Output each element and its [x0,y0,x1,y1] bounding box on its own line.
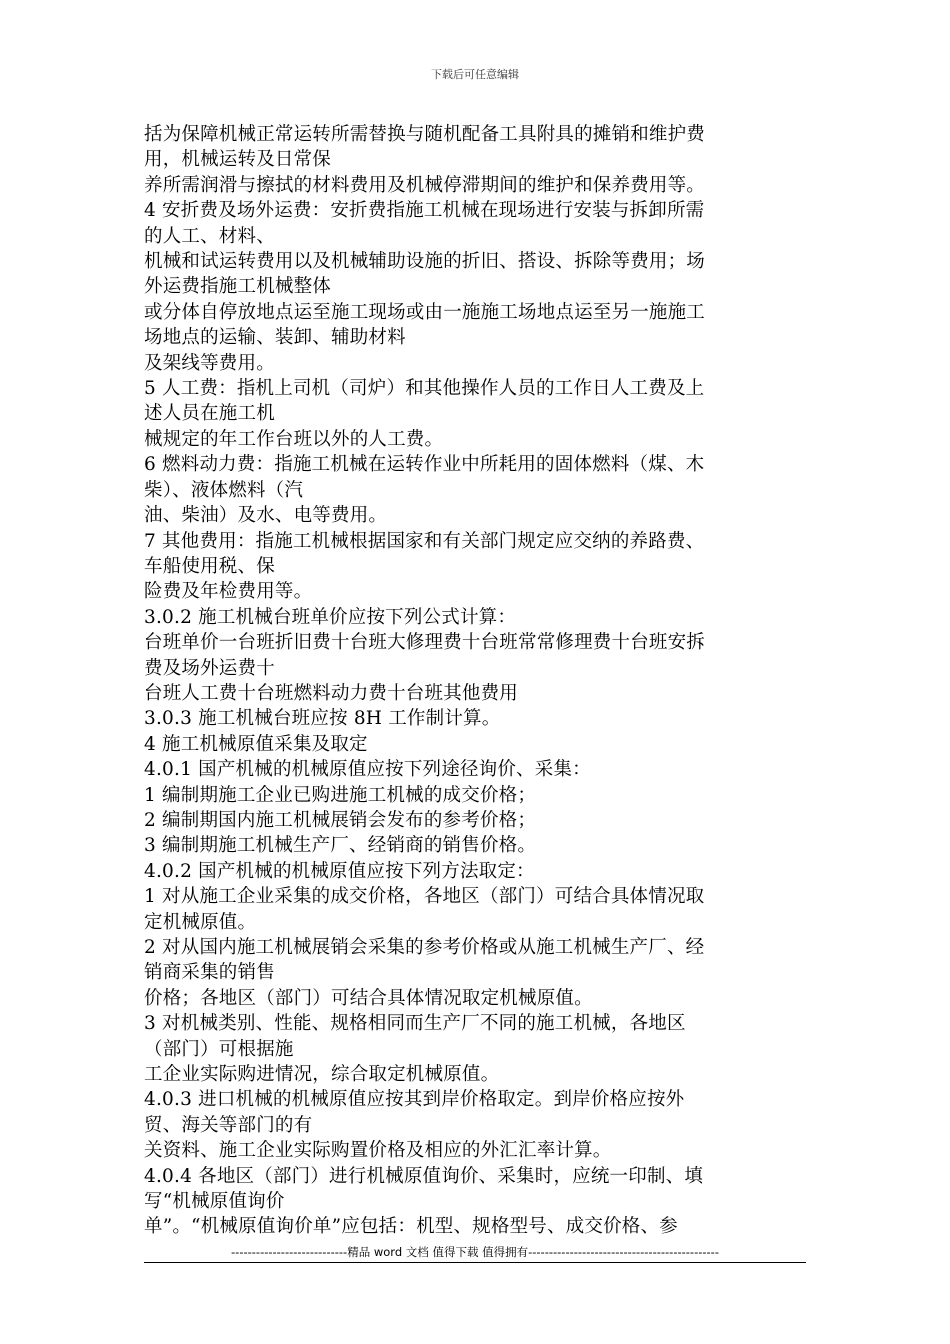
text-line: 2 对从国内施工机械展销会采集的参考价格或从施工机械生产厂、经 [144,937,705,958]
text-line: 1 编制期施工企业已购进施工机械的成交价格； [144,784,537,806]
text-line: 7 其他费用：指施工机械根据国家和有关部门规定应交纳的养路费、 [144,530,705,552]
text-line: 养所需润滑与擦拭的材料费用及机械停滞期间的维护和保养费用等。 [144,174,706,196]
text-line: 机械和试运转费用以及机械辅助设施的折旧、搭设、拆除等费用；场 [144,251,706,273]
document-body [144,122,804,1240]
page-header: 下载后可任意编辑 [431,68,519,81]
text-line: 括为保障机械正常运转所需替换与随机配备工具附具的摊销和维护费 [144,124,706,145]
text-line: 4.0.2 国产机械的机械原值应按下列方法取定： [144,860,535,882]
text-line: 6 燃料动力费：指施工机械在运转作业中所耗用的固体燃料（煤、木 [144,454,705,476]
text-line: 柴）、液体燃料（汽 [144,479,304,501]
text-line: 5 人工费：指机上司机（司炉）和其他操作人员的工作日人工费及上 [144,378,705,400]
text-line: 价格；各地区（部门）可结合具体情况取定机械原值。 [144,987,593,1009]
text-line: 外运费指施工机械整体 [144,276,332,298]
text-line: 或分体自停放地点运至施工现场或由一施施工场地点运至另一施施工 [144,301,706,323]
text-line: 费及场外运费十 [144,657,275,679]
text-line: 写“机械原值询价 [144,1191,285,1213]
text-line: 关资料、施工企业实际购置价格及相应的外汇汇率计算。 [144,1140,612,1162]
text-line: 4.0.4 各地区（部门）进行机械原值询价、采集时，应统一印制、填 [144,1165,704,1187]
text-line: 定机械原值。 [144,911,257,933]
text-line: 述人员在施工机 [144,403,275,425]
text-line: 险费及年检费用等。 [144,581,313,603]
text-line: 台班人工费十台班燃料动力费十台班其他费用 [144,682,519,704]
text-line: 3 对机械类别、性能、规格相同而生产厂不同的施工机械，各地区 [144,1013,686,1035]
text-line: 贸、海关等部门的有 [144,1114,313,1136]
text-line: 及架线等费用。 [144,352,275,374]
text-line: 用，机械运转及日常保 [144,149,332,171]
text-line: 工企业实际购进情况，综合取定机械原值。 [144,1064,500,1086]
section-heading: 4 施工机械原值采集及取定 [144,733,368,755]
text-line: 1 对从施工企业采集的成交价格，各地区（部门）可结合具体情况取 [144,886,705,908]
text-line: 4.0.3 进口机械的机械原值应按其到岸价格取定。到岸价格应按外 [144,1089,685,1111]
text-line: （部门）可根据施 [144,1038,294,1060]
text-line: 油、柴油）及水、电等费用。 [144,505,388,527]
text-line: 3.0.3 施工机械台班应按 8H 工作制计算。 [144,708,501,730]
text-line: 的人工、材料、 [144,225,275,247]
text-line: 台班单价一台班折旧费十台班大修理费十台班常常修理费十台班安拆 [144,632,706,654]
text-line: 4 安折费及场外运费：安折费指施工机械在现场进行安装与拆卸所需 [144,200,705,222]
text-line: 车船使用税、保 [144,555,275,577]
text-line: 械规定的年工作台班以外的人工费。 [144,428,444,450]
text-line: 场地点的运输、装卸、辅助材料 [144,327,406,349]
page-footer: ----------------------------精品 word 文档 值得下载 值得拥有---------------------------------------------- [231,1245,719,1259]
text-line: 单”。“机械原值询价单”应包括：机型、规格型号、成交价格、参 [144,1216,678,1238]
text-line: 4.0.1 国产机械的机械原值应按下列途径询价、采集： [144,759,591,781]
footer-divider [144,1262,806,1263]
text-line: 3.0.2 施工机械台班单价应按下列公式计算： [144,606,517,628]
text-line: 销商采集的销售 [144,962,275,984]
text-line: 3 编制期施工机械生产厂、经销商的销售价格。 [144,835,537,857]
text-line: 2 编制期国内施工机械展销会发布的参考价格； [144,809,537,831]
